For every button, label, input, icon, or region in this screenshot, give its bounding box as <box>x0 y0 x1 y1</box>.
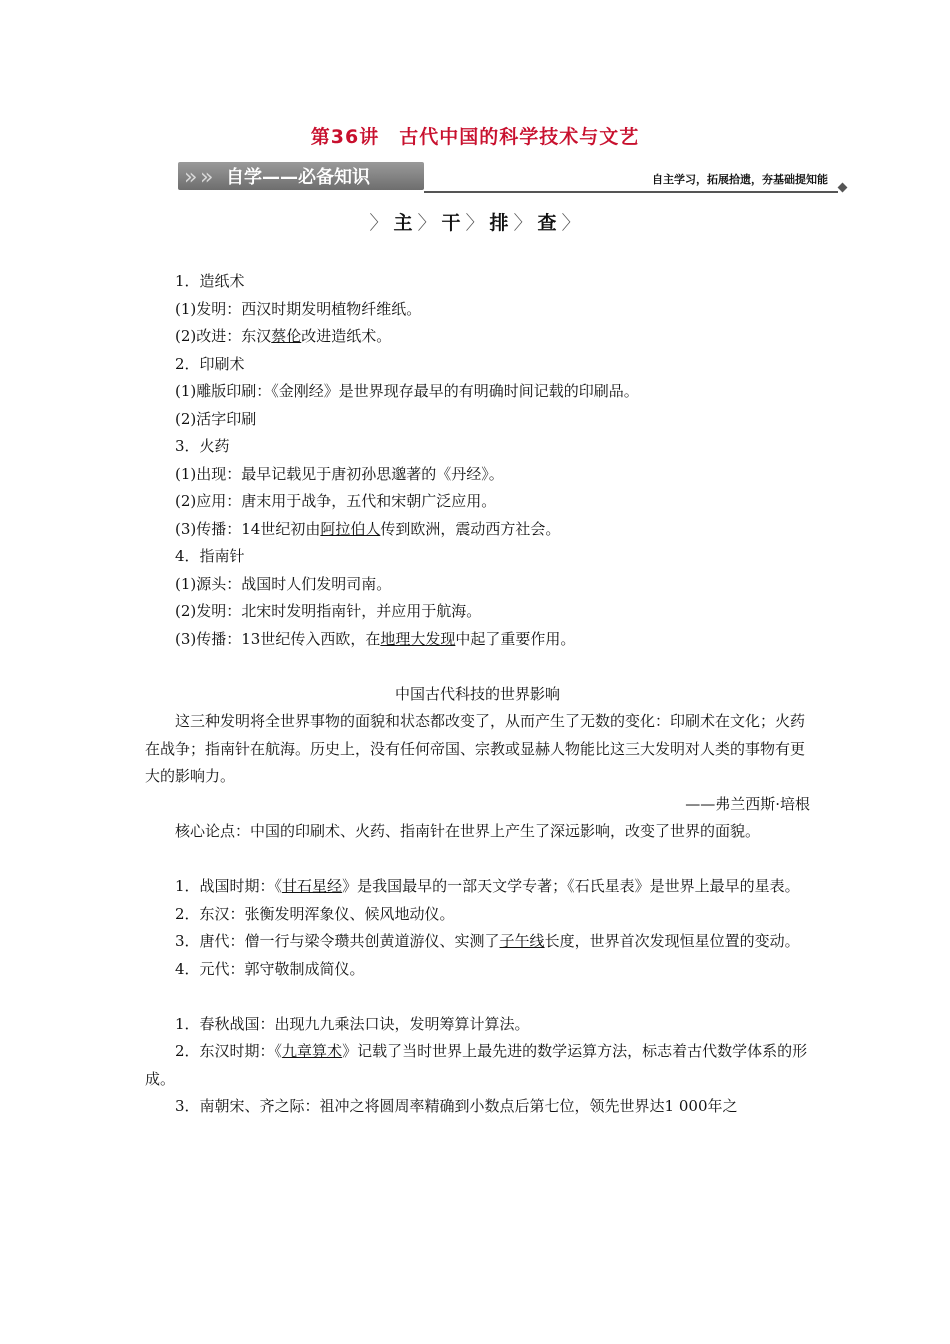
chevron-right-icon: » <box>184 165 198 190</box>
list-item: (1)雕版印刷：《金刚经》是世界现存最早的有明确时间记载的印刷品。 <box>175 382 639 400</box>
underlined-term: 九章算术 <box>282 1042 343 1060</box>
list-item: (2)应用：唐末用于战争，五代和宋朝广泛应用。 <box>175 492 497 510</box>
angle-icon: 〉 <box>513 212 533 234</box>
underlined-term: 地理大发现 <box>380 629 456 648</box>
list-item: 1．战国时期：《甘石星经》是我国最早的一部天文学专著；《石氏星表》是世界上最早的星表。 <box>175 877 800 895</box>
angle-icon: 〉 <box>561 212 581 234</box>
list-item: 3．南朝宋、齐之际：祖冲之将圆周率精确到小数点后第七位，领先世界达1 000年之 <box>175 1097 738 1115</box>
list-item: 4．元代：郭守敬制成简仪。 <box>175 959 365 978</box>
list-item: (2)活字印刷 <box>175 409 257 428</box>
quote-heading: 中国古代科技的世界影响 <box>394 684 560 703</box>
list-item: (1)出现：最早记载见于唐初孙思邈著的《丹经》。 <box>175 464 504 483</box>
list-item: (2)发明：北宋时发明指南针，并应用于航海。 <box>175 602 482 620</box>
underlined-term: 阿拉伯人 <box>320 519 381 538</box>
banner-subtitle: 自主学习，拓展拾遗，夯基础提知能 <box>652 173 828 186</box>
list-item: 2．印刷术 <box>175 354 245 373</box>
quote-author: ——弗兰西斯·培根 <box>685 794 810 813</box>
section-banner <box>178 160 846 194</box>
diamond-icon <box>838 183 848 193</box>
underlined-term: 甘石星经 <box>282 877 343 895</box>
subhead-char: 排 <box>489 212 509 234</box>
section-subheading <box>0 208 950 235</box>
underlined-term: 子午线 <box>499 932 545 950</box>
list-item: (1)发明：西汉时期发明植物纤维纸。 <box>175 299 422 318</box>
angle-icon: 〉 <box>417 212 437 234</box>
banner-divider <box>424 191 838 193</box>
chevron-right-icon: » <box>200 165 214 190</box>
banner-box <box>178 162 424 190</box>
core-argument: 核心论点：中国的印刷术、火药、指南针在世界上产生了深远影响，改变了世界的面貌。 <box>175 822 761 840</box>
underlined-term: 蔡伦 <box>271 327 302 345</box>
list-item: 3．火药 <box>175 437 230 455</box>
angle-icon: 〉 <box>465 212 485 234</box>
list-item: (2)改进：东汉蔡伦改进造纸术。 <box>175 327 392 345</box>
banner-title: 自学——必备知识 <box>226 167 370 188</box>
list-item: 1．春秋战国：出现九九乘法口诀，发明筹算计算法。 <box>175 1014 530 1033</box>
subhead-char: 查 <box>537 212 557 234</box>
list-item: 3．唐代：僧一行与梁令瓒共创黄道游仪、实测了子午线长度，世界首次发现恒星位置的变动。 <box>175 932 800 950</box>
list-item: 1．造纸术 <box>175 272 245 290</box>
list-item: 2．东汉：张衡发明浑象仪、候风地动仪。 <box>175 904 455 923</box>
list-item: (3)传播：14世纪初由阿拉伯人传到欧洲，震动西方社会。 <box>175 519 561 538</box>
page-title: 第36讲 古代中国的科学技术与文艺 <box>310 126 640 148</box>
main-content <box>145 268 810 1121</box>
list-item: 4．指南针 <box>175 547 245 565</box>
list-item: 2．东汉时期：《九章算术》记载了当时世界上最先进的数学运算方法，标志着古代数学体系的形成。 <box>145 1042 808 1088</box>
quote-text: 这三种发明将全世界事物的面貌和状态都改变了，从而产生了无数的变化：印刷术在文化；火药在战争；指南针在航海。历史上，没有任何帝国、宗教或显赫人物能比这三大发明对人类的事物有更大的影响力。 <box>145 712 806 785</box>
subhead-char: 主 <box>393 212 413 234</box>
subhead-char: 干 <box>441 212 461 234</box>
list-item: (3)传播：13世纪传入西欧，在地理大发现中起了重要作用。 <box>175 629 576 648</box>
angle-icon: 〉 <box>369 212 389 234</box>
list-item: (1)源头：战国时人们发明司南。 <box>175 574 392 593</box>
